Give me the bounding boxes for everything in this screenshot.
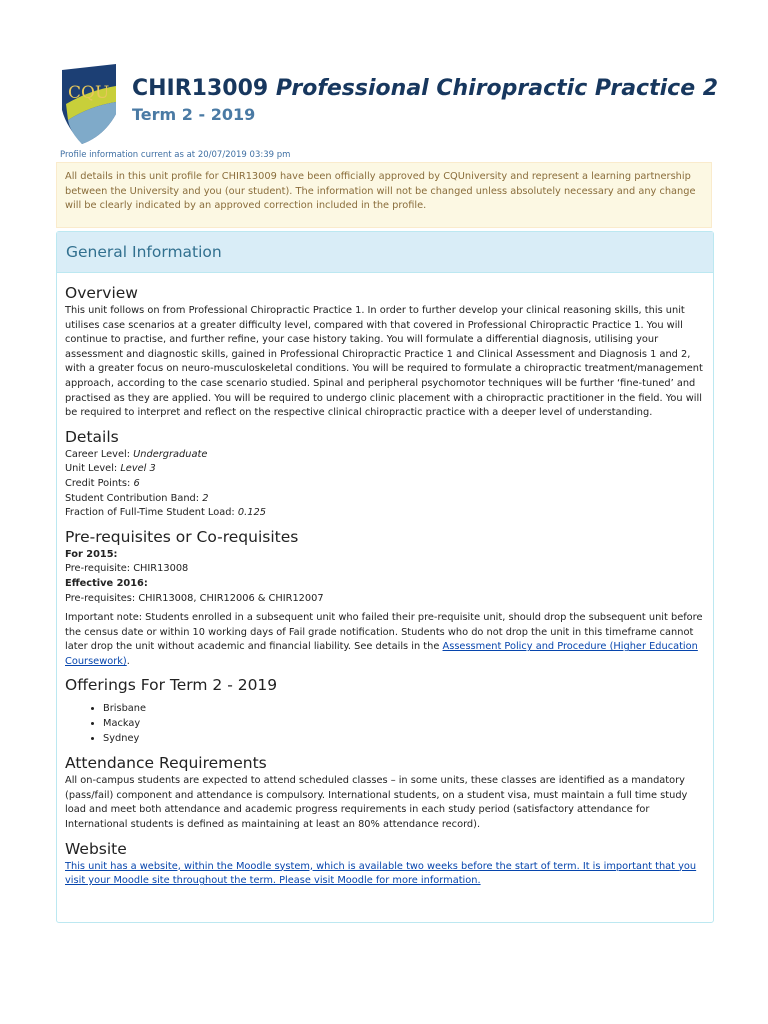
offerings-list xyxy=(65,702,705,746)
detail-label: Fraction of Full-Time Student Load: xyxy=(65,507,235,519)
moodle-website-link[interactable]: This unit has a website, within the Moodle system, which is available two weeks before the start of term. It is important that you visit your Moodle site throughout the term. Please visit Moodle for more information. xyxy=(65,860,697,887)
general-information-panel xyxy=(56,231,714,923)
prereq-note-end: . xyxy=(126,655,130,667)
attendance-heading: Attendance Requirements xyxy=(65,754,267,773)
prereq-note-text: Important note: Students enrolled in a subsequent unit who failed their pre-requisite unit, should drop the subsequent unit before the census date or within 10 working days of Fail grade notification. Students who do not drop the unit in this timeframe cannot later drop the unit without academic and financial liability. See details in the xyxy=(65,612,703,653)
cqu-logo xyxy=(60,62,118,144)
detail-row xyxy=(65,492,705,507)
for-2015-label: For 2015: xyxy=(65,548,118,560)
list-item: • Sydney xyxy=(103,732,705,747)
prereq-2015: Pre-requisite: CHIR13008 xyxy=(65,563,189,575)
assessment-policy-link[interactable]: Assessment Policy and Procedure (Higher Education Coursework) xyxy=(65,641,698,667)
detail-value: Undergraduate xyxy=(133,448,208,460)
effective-2016-label: Effective 2016: xyxy=(65,577,148,589)
page-title xyxy=(132,76,718,101)
detail-label: Student Contribution Band: xyxy=(65,492,200,504)
overview-heading: Overview xyxy=(65,284,138,302)
detail-label: Unit Level: xyxy=(65,463,118,475)
list-item: • Brisbane xyxy=(103,702,705,717)
list-item: • Mackay xyxy=(103,717,705,732)
panel-body xyxy=(57,273,713,889)
svg-text:CQU: CQU xyxy=(68,83,110,103)
attendance-text: All on-campus students are expected to attend scheduled classes – in some units, these classes are identified as a mandatory (pass/fail) component and attendance is compulsory. International students, on a student visa, must maintain a full time study load and meet both attendance and academic progress requirements in each study period (satisfactory attendance for International students is defined as maintaining at least an 80% attendance record). xyxy=(65,775,688,831)
prereq-2016: Pre-requisites: CHIR13008, CHIR12006 & CHIR12007 xyxy=(65,592,324,604)
details-list xyxy=(65,448,705,521)
prereq-note xyxy=(65,611,705,669)
offerings-heading: Offerings For Term 2 - 2019 xyxy=(65,676,278,695)
detail-row xyxy=(65,506,705,521)
profile-current-text: Profile information current as at 20/07/2019 03:39 pm xyxy=(60,150,291,160)
details-heading: Details xyxy=(65,427,119,446)
detail-value: 6 xyxy=(133,477,140,489)
unit-name: Professional Chiropractic Practice 2 xyxy=(275,76,719,101)
detail-value: Level 3 xyxy=(120,463,156,475)
detail-value: 0.125 xyxy=(237,507,266,519)
overview-text: This unit follows on from Professional Chiropractic Practice 1. In order to further develop your clinical reasoning skills, this unit utilises case scenarios at a greater difficulty level, compared with that covered in Professional Chiropractic Practice 1. You will continue to practise, and further refine, your case history taking. You will formulate a differential diagnosis, utilising your assessment and diagnostic skills, gained in Professional Chiropractic Practice 1 and Clinical Assessment and Diagnosis 1 and 2, with a greater focus on neuro-musculoskeletal conditions. You will be required to formulate a chiropractic treatment/management approach, according to the case scenario studied. Spinal and peripheral psychomotor techniques will be further ‘fine-tuned’ and practised as they are applied. You will be required to undergo clinic placement with a chiropractic practitioner in the field. You will be required to interpret and reflect on the respective clinical chiropractic practice with a deeper level of understanding. xyxy=(65,305,703,419)
prerequisites-heading: Pre-requisites or Co-requisites xyxy=(65,527,299,546)
detail-value: 2 xyxy=(202,492,209,504)
unit-code: CHIR13009 xyxy=(132,76,269,101)
panel-heading: General Information xyxy=(57,232,713,273)
detail-row xyxy=(65,462,705,477)
approval-notice: All details in this unit profile for CHIR13009 have been officially approved by CQUniversity and represent a learning partnership between the University and you (our student). The information will not be changed unless absolutely necessary and any change will be clearly indicated by an approved correction included in the profile. xyxy=(56,162,712,228)
term-label: Term 2 - 2019 xyxy=(132,105,256,124)
page-header xyxy=(58,60,718,150)
detail-label: Credit Points: xyxy=(65,477,131,489)
detail-row xyxy=(65,477,705,492)
detail-row xyxy=(65,448,705,463)
detail-label: Career Level: xyxy=(65,448,131,460)
website-heading: Website xyxy=(65,839,127,858)
